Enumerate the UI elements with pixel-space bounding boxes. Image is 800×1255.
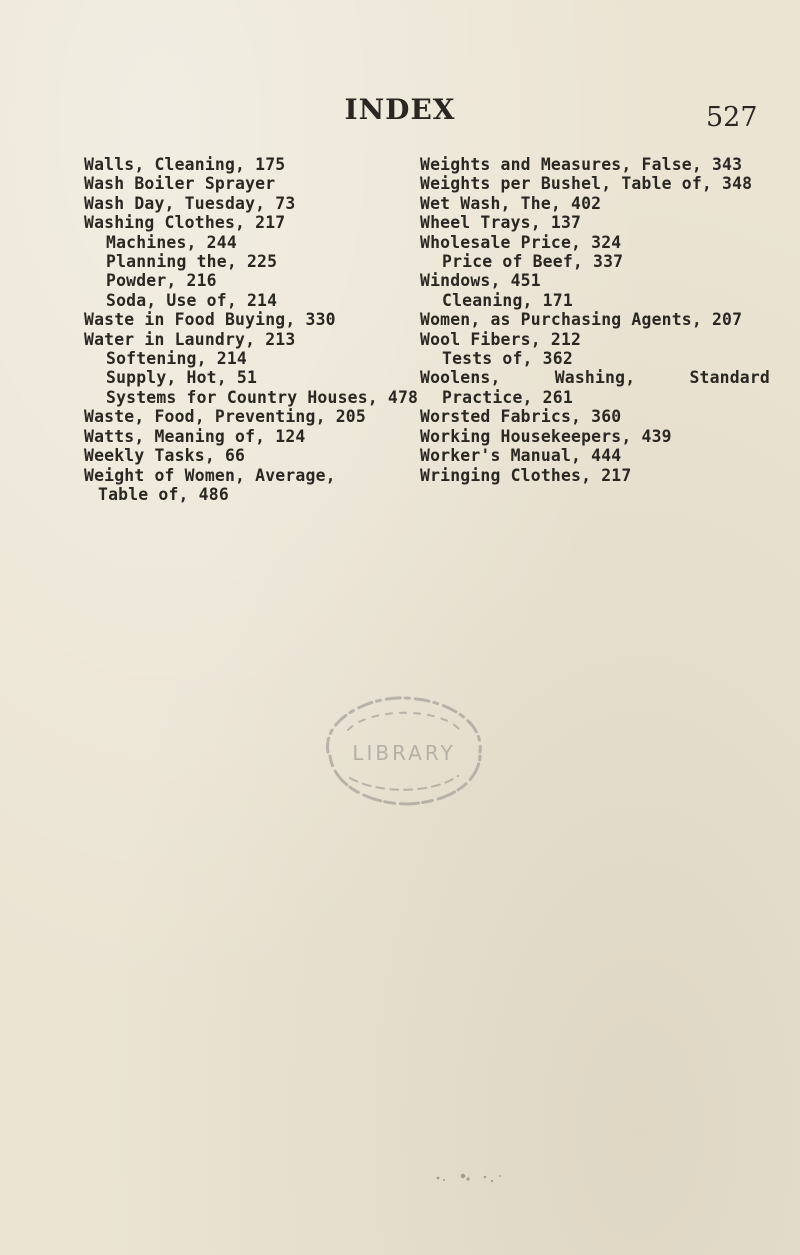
page-title: INDEX: [344, 93, 456, 126]
index-entry: Wheel Trays, 137: [420, 213, 582, 233]
index-entry: Windows, 451: [420, 271, 541, 291]
index-entry: Weight of Women, Average, Table of, 486: [84, 465, 336, 504]
index-entry: Woolens, Washing, Standard: [420, 368, 770, 388]
index-entry: Weekly Tasks, 66: [84, 446, 246, 466]
library-stamp: [308, 690, 498, 810]
index-entry: Worker's Manual, 444: [420, 446, 622, 466]
index-subentry: Planning the, 225: [106, 252, 278, 272]
index-entry: Weights and Measures, False, 343: [420, 155, 743, 174]
stamp-text: LIBRARY: [352, 741, 456, 765]
index-subentry: Tests of, 362: [442, 349, 573, 369]
index-subentry: Price of Beef, 337: [442, 252, 624, 272]
page-number: 527: [706, 102, 758, 133]
index-entry: Wholesale Price, 324: [420, 232, 622, 252]
index-entry: Weights per Bushel, Table of, 348: [420, 174, 753, 194]
index-entry: Wash Day, Tuesday, 73: [84, 193, 296, 213]
index-entry: Working Housekeepers, 439: [420, 426, 672, 446]
index-column-right: [420, 155, 770, 485]
index-subentry: Softening, 214: [106, 349, 247, 369]
index-subentry: Systems for Country Houses, 478: [106, 387, 419, 407]
index-entry: Washing Clothes, 217: [84, 213, 286, 233]
index-entry: Waste, Food, Preventing, 205: [84, 407, 366, 427]
index-subentry: Powder, 216: [106, 271, 217, 291]
index-entry: Wringing Clothes, 217: [420, 465, 632, 485]
index-entry: Wool Fibers, 212: [420, 329, 582, 349]
index-subentry: Machines, 244: [106, 232, 237, 252]
index-column-left: [84, 155, 419, 504]
index-entry: Wet Wash, The, 402: [420, 193, 602, 213]
index-entry: Worsted Fabrics, 360: [420, 407, 622, 427]
index-entry: Watts, Meaning of, 124: [84, 426, 306, 446]
index-subentry: Practice, 261: [442, 387, 573, 407]
index-entry: Waste in Food Buying, 330: [84, 310, 336, 330]
index-entry: Water in Laundry, 213: [84, 329, 296, 349]
index-entry: Wash Boiler Sprayer: [84, 174, 276, 194]
index-subentry: Supply, Hot, 51: [106, 368, 258, 388]
index-entry: Women, as Purchasing Agents, 207: [420, 310, 743, 330]
index-subentry: Cleaning, 171: [442, 290, 573, 310]
ink-smudge: [430, 1168, 520, 1188]
index-subentry: Soda, Use of, 214: [106, 290, 278, 310]
index-entry: Walls, Cleaning, 175: [84, 155, 286, 174]
